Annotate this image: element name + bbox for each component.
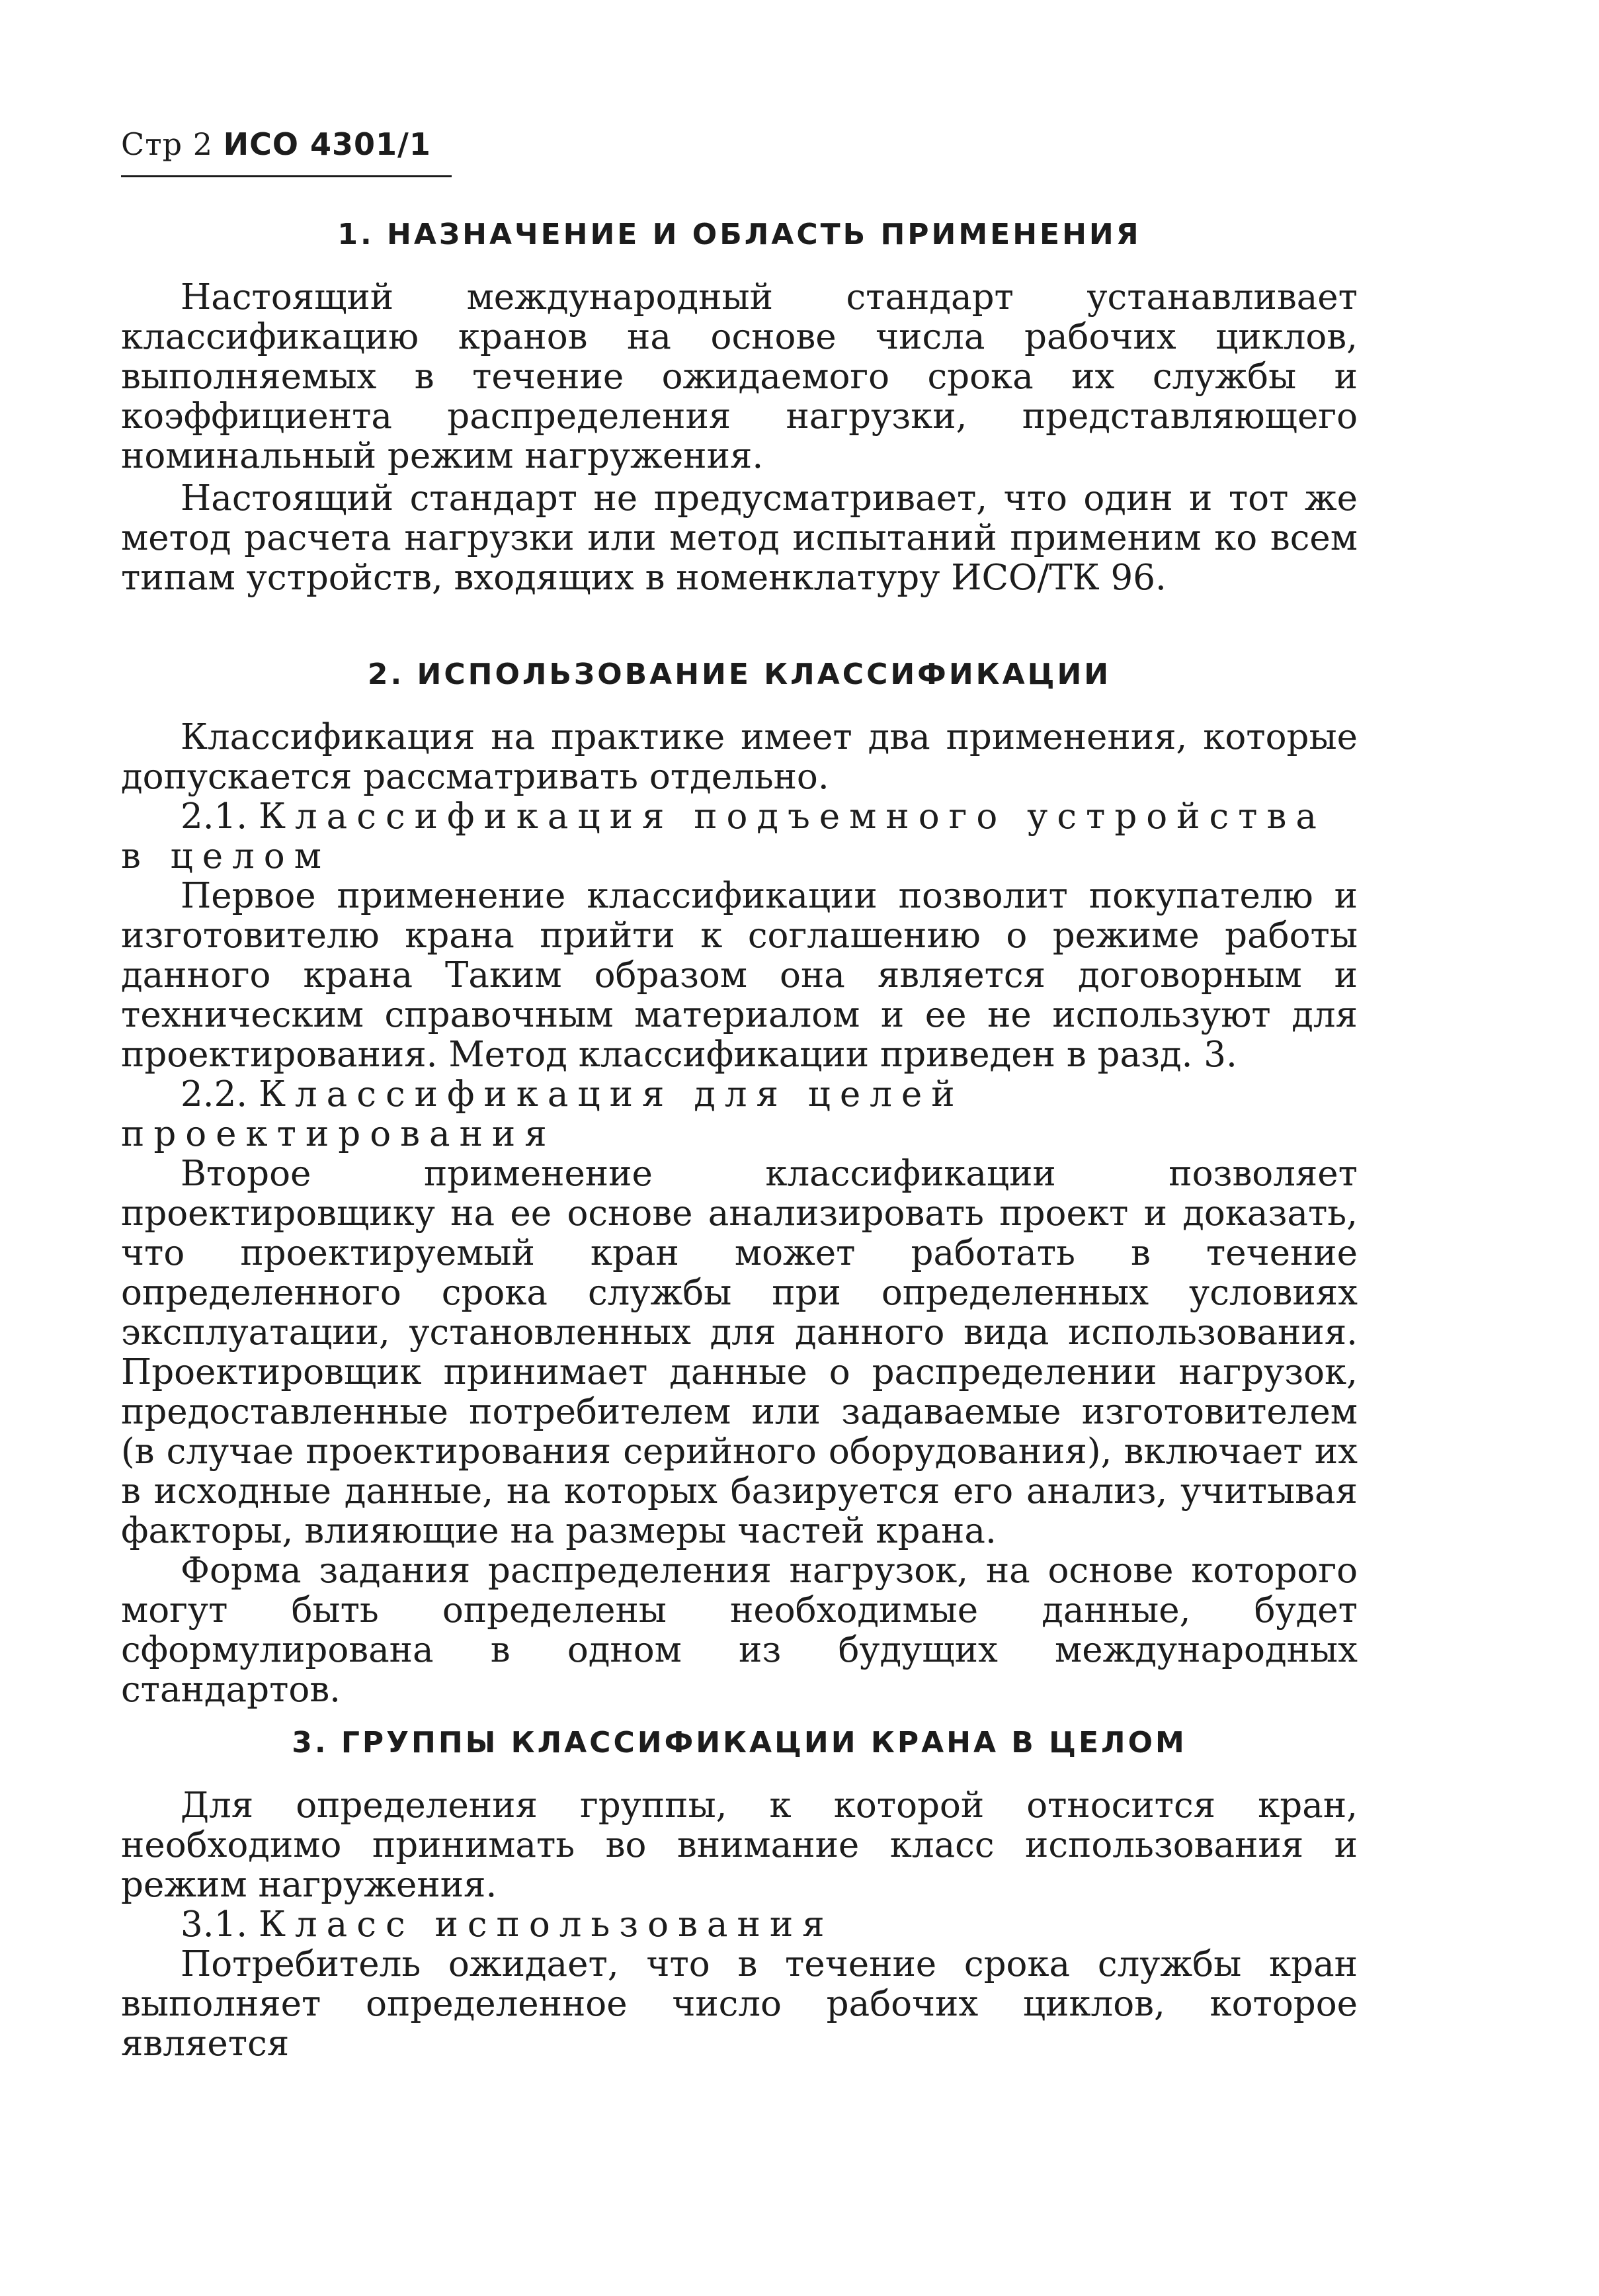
subsection-2-2-title-text: Классификация для целей проектирования <box>121 1074 964 1154</box>
subsection-2-1-title <box>121 797 1358 876</box>
subsection-2-1-title-text: Классификация подъемного устройства в целом <box>121 796 1326 876</box>
section-1-paragraph-2: Настоящий стандарт не предусматривает, что один и тот же метод расчета нагрузки или метод испытаний применим ко всем типам устройств, входящих в номенклатуру ИСО/ТК 96. <box>121 478 1358 598</box>
page-header <box>121 126 431 163</box>
section-1-paragraph-1: Настоящий международный стандарт устанавливает классификацию кранов на основе числа рабочих циклов, выполняемых в течение ожидаемого срока их службы и коэффициента распределения нагрузки, представляющего номинальный режим нагружения. <box>121 277 1358 476</box>
subsection-2-1-text: Первое применение классификации позволит покупателю и изготовителю крана прийти к соглашению о режиме работы данного крана Таким образом она является договорным и техническим справочным материалом и ее не используют для проектирования. Метод классификации приведен в разд. 3. <box>121 876 1358 1075</box>
subsection-3-1-text: Потребитель ожидает, что в течение срока службы кран выполняет определенное число рабочих циклов, которое является <box>121 1944 1358 2064</box>
subsection-2-2-text-2: Форма задания распределения нагрузок, на основе которого могут быть определены необходимые данные, будет сформулирована в одном из будущих международных стандартов. <box>121 1551 1358 1710</box>
section-3-heading: 3. ГРУППЫ КЛАССИФИКАЦИИ КРАНА В ЦЕЛОМ <box>292 1726 1187 1760</box>
section-2-heading: 2. ИСПОЛЬЗОВАНИЕ КЛАССИФИКАЦИИ <box>367 658 1112 691</box>
section-3-intro: Для определения группы, к которой относится кран, необходимо принимать во внимание класс использования и режим нагружения. <box>121 1785 1358 1905</box>
section-2-intro: Классификация на практике имеет два применения, которые допускается рассматривать отдельно. <box>121 717 1358 797</box>
subsection-2-2-title <box>121 1075 1358 1154</box>
subsection-2-2-number: 2.2. <box>181 1074 248 1115</box>
subsection-3-1-title <box>121 1905 1358 1945</box>
page-number: Стр 2 <box>121 126 213 162</box>
header-rule <box>121 175 452 177</box>
standard-number: ИСО 4301/1 <box>223 126 431 162</box>
subsection-2-1-number: 2.1. <box>181 796 248 837</box>
section-1-heading: 1. НАЗНАЧЕНИЕ И ОБЛАСТЬ ПРИМЕНЕНИЯ <box>337 218 1141 251</box>
subsection-3-1-title-text: Класс использования <box>259 1904 834 1945</box>
subsection-3-1-number: 3.1. <box>181 1904 248 1945</box>
subsection-2-2-text: Второе применение классификации позволяет проектировщику на ее основе анализировать проект и доказать, что проектируемый кран может работать в течение определенного срока службы при определенных условиях эксплуатации, установленных для данного вида использования. Проектировщик принимает данные о распределении нагрузок, предоставленные потребителем или задаваемые изготовителем (в случае проектирования серийного оборудования), включает их в исходные данные, на которых базируется его анализ, учитывая факторы, влияющие на размеры частей крана. <box>121 1154 1358 1551</box>
